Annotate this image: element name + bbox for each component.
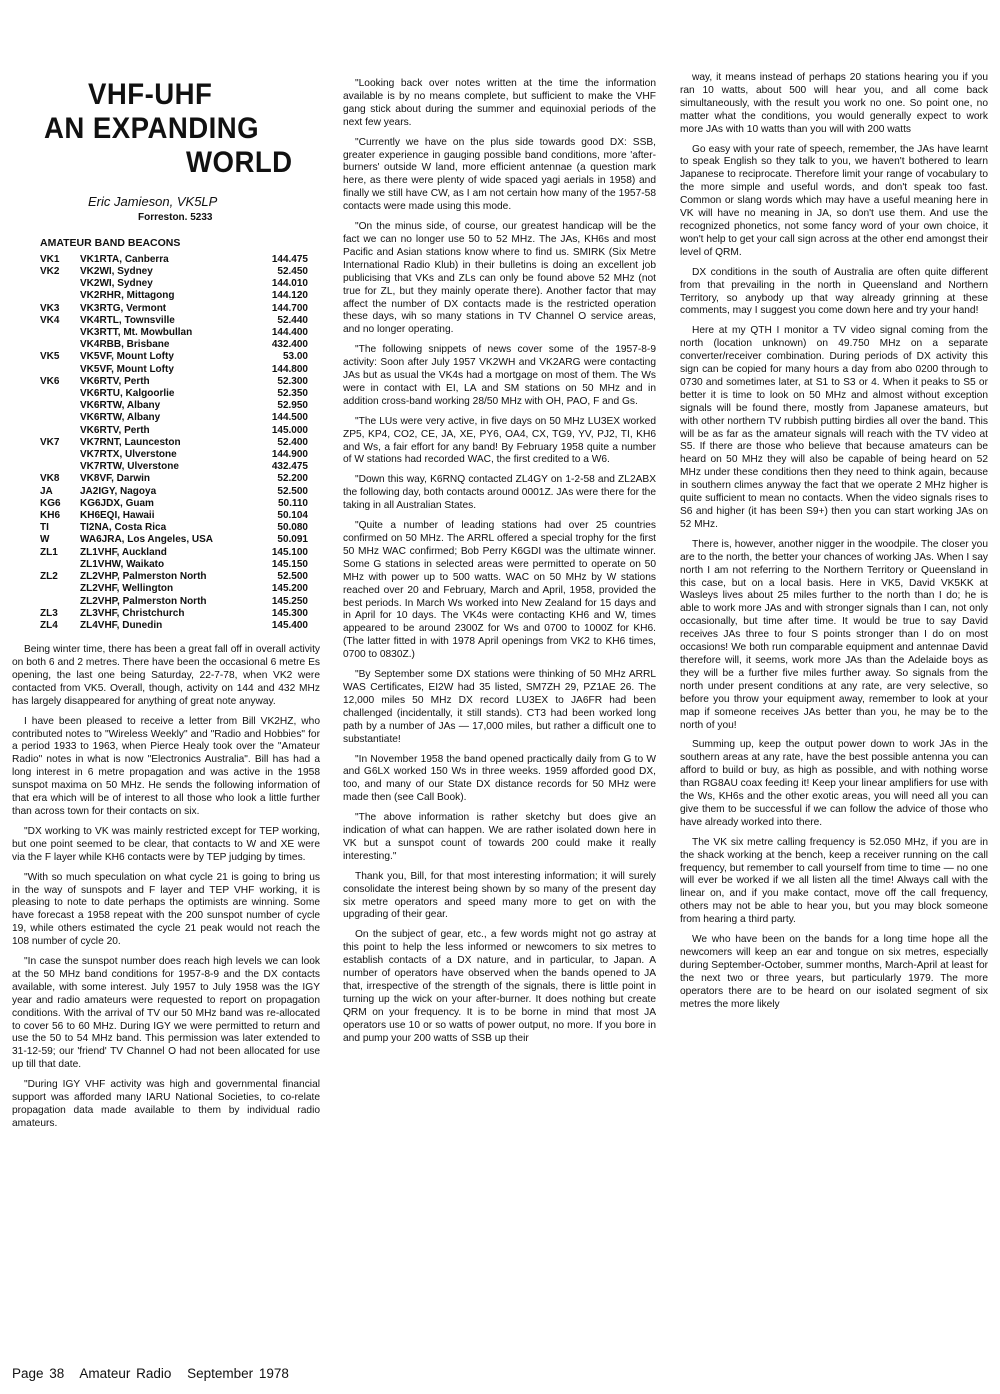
- beacon-station: JA2IGY, Nagoya: [80, 485, 157, 497]
- paragraph: "In case the sunspot number does reach high levels we can look at the 50 MHz band conditions for 1957-8-9 and the DX contacts available, with some interest. July 1957 to July 1958 was the IGY year and radio amateurs were requested to report on propagation conditions. With the arrival of TV our 50 MHz band was re-allocated to cover 56 to 60 MHz. During IGY we were permitted to return and use the 50 to 54 MHz band. This permission was later extended to 31-12-59; our 'friend' TV Channel O had not been allocated for use up till that date.: [12, 956, 320, 1071]
- beacon-station: VK5VF, Mount Lofty: [80, 351, 174, 363]
- beacon-row: [40, 534, 308, 546]
- beacon-frequency: 52.500: [277, 485, 308, 497]
- beacon-station: VK3RTG, Vermont: [80, 302, 167, 314]
- beacon-station: VK2WI, Sydney: [80, 278, 153, 290]
- paragraph: way, it means instead of perhaps 20 stations hearing you if you ran 10 watts, about 500 will hear you, and all come back simultaneously, with the result you work no one. So point one, no matter what the conditions, you would generally expect to work more JAs with 10 watts than you will with 200 watts: [680, 72, 988, 135]
- beacon-station: ZL3VHF, Christchurch: [80, 607, 185, 619]
- beacon-frequency: 432.475: [271, 461, 308, 473]
- beacon-district: [40, 278, 80, 290]
- paragraph: Go easy with your rate of speech, remember, the JAs have learnt to speak English so they talk to you, we haven't bothered to learn Japanese to reciprocate. Therefore limit your range of vocabulary to the more simple and useful words, and don't speak too fast. Common or slang words which may have a useful meaning here in VK will have no meaning in JA, so don't use them. And use the recognized phonetics, not some fancy word of your own choice, it won't help to get your call sign across at the other end amongst their level of QRM.: [680, 143, 988, 258]
- beacon-frequency: 145.000: [271, 424, 308, 436]
- paragraph: Here at my QTH I monitor a TV video signal coming from the north (location unknown) on 49.750 MHz on a separate converter/receiver combination. During periods of DX activity this sign can be copied for many hours a day from abo 0200 through to 0730 and sometimes later, at S1 to S3 or 4. When it peaks to S5 or better it is time to look on 50 MHz and almost without exception signals will be found there, mostly from Japanese amateurs, but with other northern TV rubbish putting birdies all over the band. This will be as far as the amateur signals will reach with the TV video at S5. If there are those who believe that because amateurs can be heard on 50 MHz they will also be capable of being heard on 52 MHz under these conditions then they need to think again, because in southern climes anyway the fact that we operate 2 MHz higher is quite sufficient to mean no contacts. When the video signals rises to S6 and higher (it has been S9+) then you can start working JAs on 52 MHz.: [680, 325, 988, 530]
- beacon-district: VK6: [40, 375, 60, 387]
- beacon-station: KH6EQI, Hawaii: [80, 510, 155, 522]
- beacon-row: [40, 596, 308, 608]
- paragraph: "Looking back over notes written at the time the information available is by no means complete, but sufficient to make the VHF gang stick about during the summer and equinoxial periods of the next few years.: [343, 78, 656, 128]
- beacon-station: ZL2VHP, Palmerston North: [80, 571, 207, 583]
- beacon-frequency: 50.091: [277, 534, 308, 546]
- beacon-district: VK8: [40, 473, 60, 485]
- column-3: [680, 72, 988, 1019]
- beacon-frequency: 52.950: [277, 400, 308, 412]
- beacon-row: [40, 449, 308, 461]
- beacon-station: VK8VF, Darwin: [80, 473, 151, 485]
- paragraph: "DX working to VK was mainly restricted except for TEP working, but one point seemed to be clear, that contacts to W and XE were via the F layer while KH6 contacts were by TEP judging by times.: [12, 825, 320, 863]
- paragraph: Summing up, keep the output power down to work JAs in the southern areas at any rate, have the best possible antenna you can afford to build or buy, as high as possible, and with nothing worse than RG8AU coax feeding it! Keep your linear amplifiers for use with the Ws, KH6s and the other exotic areas, you will need all you can give them to be successful if we can follow the advice of those who have already worked into there.: [680, 739, 988, 828]
- beacon-district: VK3: [40, 302, 60, 314]
- beacon-frequency: 145.200: [271, 583, 308, 595]
- beacon-station: WA6JRA, Los Angeles, USA: [80, 534, 213, 546]
- paragraph: There is, however, another nigger in the woodpile. The closer you are to the north, the better your chances of working JAs. When I say north I am not referring to the Northern Territory or Queensland in this case, but on a local basis. Here in VK5, David VK5KK at Wasleys lives about 25 miles further to the north than I do; he is able to work more JAs and with stronger signals than I can, not only occasionally, but time after time. It would be true to say David receives JAs three to four S points stronger than I do on most occasions! We both run comparable equipment and antennae David therefore will, it seems, work more JAs than the Adelaide boys as they will be a further five miles further away. So signals from the north under present conditions at any rate, are very selective, so before you throw your equipment away, remember to look at your map if someone receives JAs better than you, he may be to the north of you!: [680, 538, 988, 731]
- beacon-row: [40, 303, 308, 315]
- beacon-frequency: 52.400: [277, 436, 308, 448]
- beacon-row: [40, 559, 308, 571]
- beacon-row: [40, 473, 308, 485]
- paragraph: "The following snippets of news cover some of the 1957-8-9 activity: Soon after July 1957 VK2WH and VK2ARG were contacting JAs but as usual the VK4s had a mortgage on most of them. The Ws were in contact with EI, LA and SM stations on 50 MHz and in addition cross-band working 28/50 MHz with OH, PAO, F and Gs.: [343, 344, 656, 407]
- beacon-district: [40, 412, 80, 424]
- page-number: Page 38: [12, 1366, 65, 1381]
- paragraph: "Down this way, K6RNQ contacted ZL4GY on 1-2-58 and ZL2ABX the following day, both contacts around 0001Z. JAs were there for the taking in all Australian States.: [343, 474, 656, 512]
- beacon-row: [40, 425, 308, 437]
- beacon-station: ZL1VHW, Waikato: [80, 558, 165, 570]
- beacon-frequency: 52.450: [277, 266, 308, 278]
- beacon-station: ZL2VHP, Palmerston North: [80, 595, 207, 607]
- beacon-district: KG6: [40, 497, 61, 509]
- beacon-frequency: 432.400: [271, 339, 308, 351]
- beacon-frequency: 144.900: [271, 449, 308, 461]
- beacon-district: [40, 596, 80, 608]
- beacon-row: [40, 376, 308, 388]
- paragraph: "With so much speculation on what cycle 21 is going to bring us in the way of sunspots and F layer and TEP VHF working, it is pleasing to note to date perhaps the optimists are winning. Some have forecast a 1958 repeat with the 200 sunspot number of cycle 19, while others estimated the cycle 21 peak would not reach the 108 number of cycle 20.: [12, 871, 320, 948]
- beacon-station: VK7RTW, Ulverstone: [80, 461, 179, 473]
- beacon-frequency: 50.104: [277, 510, 308, 522]
- beacon-station: VK3RTT, Mt. Mowbullan: [80, 327, 193, 339]
- author-byline: Eric Jamieson, VK5LP: [88, 194, 218, 209]
- beacon-district: ZL4: [40, 619, 58, 631]
- beacon-row: [40, 266, 308, 278]
- beacon-district: [40, 339, 80, 351]
- beacon-district: [40, 327, 80, 339]
- beacon-district: ZL1: [40, 546, 58, 558]
- paragraph: "The above information is rather sketchy but does give an indication of what can happen. We are rather isolated down here in VK but a sunspot count of towards 200 could make it really interesting.": [343, 812, 656, 862]
- beacon-district: [40, 559, 80, 571]
- paragraph: "During IGY VHF activity was high and governmental financial support was afforded many IARU National Societies, to co-relate propagation data made available to them by individual radio amateurs.: [12, 1079, 320, 1129]
- column-1-body: [12, 644, 320, 1131]
- beacon-row: [40, 620, 308, 632]
- beacon-row: [40, 351, 308, 363]
- beacon-district: VK5: [40, 351, 60, 363]
- beacon-station: VK4RBB, Brisbane: [80, 339, 170, 351]
- paragraph: "The LUs were very active, in five days on 50 MHz LU3EX worked ZP5, KP4, CO2, CE, JA, XE, PY6, OA4, CX, TG9, YV, PJ2, TI, KH6 and Ws, a fair effort for any band! By February 1958 quite a number of W stations had recorded WAC, the first credited to a W6.: [343, 415, 656, 466]
- beacon-district: [40, 364, 80, 376]
- beacon-frequency: 52.300: [277, 375, 308, 387]
- beacon-frequency: 144.500: [271, 412, 308, 424]
- beacon-frequency: 52.350: [277, 388, 308, 400]
- beacon-district: [40, 425, 80, 437]
- author-location: Forreston. 5233: [138, 212, 213, 223]
- beacon-row: [40, 339, 308, 351]
- beacon-station: KG6JDX, Guam: [80, 497, 154, 509]
- beacon-frequency: 52.500: [277, 571, 308, 583]
- beacon-row: [40, 547, 308, 559]
- title-line-3: WORLD: [186, 146, 293, 179]
- beacon-row: [40, 290, 308, 302]
- beacon-frequency: 52.200: [277, 473, 308, 485]
- beacon-station: VK6RTW, Albany: [80, 400, 161, 412]
- beacon-frequency: 144.700: [271, 302, 308, 314]
- paragraph: "Currently we have on the plus side towards good DX: SSB, greater experience in gauging possible band conditions, more 'after-burners' outside W land, more efficient antennae (a question mark here, as there were plenty of wide spaced yagi aerials in 1958) and finally we still have CW, as I am not certain how many of the 1957-58 contacts were made using this mode.: [343, 136, 656, 213]
- beacon-row: [40, 461, 308, 473]
- beacon-station: TI2NA, Costa Rica: [80, 522, 167, 534]
- beacon-row: [40, 315, 308, 327]
- beacon-station: ZL2VHF, Wellington: [80, 583, 174, 595]
- beacon-district: VK4: [40, 314, 60, 326]
- beacon-row: [40, 510, 308, 522]
- paragraph: "On the minus side, of course, our greatest handicap will be the fact we can no longer use 50 to 52 MHz. The JAs, KH6s and most Pacific and Asian stations know where to find us. SMIRK (Six Metre International Radio Klub) in their bulletins is doing an excellent job publicising that VKs and ZLs can only be found above 52 MHz (not true for ZL, but they mainly operate there). Another factor that may affect the number of DX contacts made is the restricted operation these days, wih so many stations in TV Channel O service areas, and no longer operating.: [343, 221, 656, 336]
- beacon-row: [40, 278, 308, 290]
- column-1: [12, 78, 320, 1138]
- beacon-station: VK6RTV, Perth: [80, 375, 150, 387]
- beacon-frequency: 52.440: [277, 314, 308, 326]
- beacon-row: [40, 412, 308, 424]
- paragraph: DX conditions in the south of Australia are often quite different from that prevailing in the north in Queensland and Northern Territory, so anybody up that way already grinning at these comments, may I suggest you come down here and try your hand!: [680, 266, 988, 317]
- beacon-row: [40, 400, 308, 412]
- beacon-station: VK1RTA, Canberra: [80, 253, 169, 265]
- beacon-district: W: [40, 534, 50, 546]
- beacon-table: [40, 237, 308, 632]
- paragraph: "Quite a number of leading stations had over 25 countries confirmed on 50 MHz. The ARRL offered a special trophy for the first 50 MHz WAC confirmed; Bob Perry K6GDI was the ultimate winner. Some G stations in selected areas were permitted to operate on 50 MHz with power up to 500 watts. WAC on 50 MHz by W stations reached over 20 and February, March and April, 1958, provided the best periods. In March Ws worked into New Zealand for 15 days and in April for 10 days. The VK4s were contacting KH6 and W, times appeared to be around 2300Z for Ws and 0700 to 1000Z for KH6. (The latter fitted in with 1978 April openings from VK2 to KH6 times, 0700 to 0830Z.): [343, 520, 656, 661]
- beacon-station: VK2RHR, Mittagong: [80, 290, 175, 302]
- beacon-frequency: 145.400: [271, 619, 308, 631]
- beacon-district: VK2: [40, 266, 60, 278]
- paragraph: "In November 1958 the band opened practically daily from G to W and G6LX worked 150 Ws in three weeks. 1959 afforded good DX, too, and many of our State DX distance records for 50 MHz were made then (see Call Book).: [343, 753, 656, 804]
- beacon-district: JA: [40, 485, 53, 497]
- beacon-frequency: 145.250: [271, 595, 308, 607]
- beacon-district: TI: [40, 522, 49, 534]
- beacon-district: [40, 449, 80, 461]
- column-2: [343, 78, 656, 1053]
- beacon-row: [40, 437, 308, 449]
- beacon-table-heading: AMATEUR BAND BEACONS: [40, 236, 181, 249]
- beacon-district: [40, 461, 80, 473]
- article-title: [40, 78, 308, 180]
- page-footer: [12, 1366, 299, 1382]
- issue-date: September 1978: [187, 1366, 289, 1381]
- beacon-frequency: 145.100: [271, 546, 308, 558]
- beacon-station: VK4RTL, Townsville: [80, 314, 175, 326]
- beacon-station: VK7RNT, Launceston: [80, 436, 181, 448]
- beacon-district: ZL3: [40, 607, 58, 619]
- beacon-station: VK2WI, Sydney: [80, 266, 153, 278]
- beacon-district: [40, 583, 80, 595]
- beacon-row: [40, 522, 308, 534]
- paragraph: The VK six metre calling frequency is 52.050 MHz, if you are in the shack working at the bench, keep a receiver running on the call frequency, but remember to call yourself from time to time — no one will ever be worked if we all listen all the time! Always call with the linear on, and if you make contact, move off the call frequency, others may not be able to hear you, but you may block someone from hearing a third party.: [680, 836, 988, 926]
- beacon-row: [40, 571, 308, 583]
- beacon-station: ZL4VHF, Dunedin: [80, 619, 163, 631]
- beacon-district: VK1: [40, 253, 60, 265]
- beacon-frequency: 145.300: [271, 607, 308, 619]
- beacon-district: [40, 388, 80, 400]
- beacon-row: [40, 388, 308, 400]
- beacon-row: [40, 364, 308, 376]
- beacon-rows: [40, 254, 308, 632]
- beacon-station: VK6RTW, Albany: [80, 412, 161, 424]
- beacon-station: VK7RTX, Ulverstone: [80, 449, 177, 461]
- beacon-row: [40, 583, 308, 595]
- beacon-station: VK6RTU, Kalgoorlie: [80, 388, 175, 400]
- beacon-row: [40, 608, 308, 620]
- beacon-row: [40, 254, 308, 266]
- beacon-district: [40, 290, 80, 302]
- beacon-station: VK5VF, Mount Lofty: [80, 363, 174, 375]
- beacon-frequency: 144.400: [271, 327, 308, 339]
- beacon-district: [40, 400, 80, 412]
- beacon-station: VK6RTV, Perth: [80, 424, 150, 436]
- beacon-frequency: 144.475: [271, 253, 308, 265]
- beacon-row: [40, 498, 308, 510]
- beacon-frequency: 50.110: [277, 497, 308, 509]
- beacon-row: [40, 327, 308, 339]
- title-line-2: AN EXPANDING: [44, 112, 260, 145]
- paragraph: We who have been on the bands for a long time hope all the newcomers will keep an ear and tongue on six metres, especially during September-October, summer months, March-April at least for the next two or three years, but particularly 1979. The more operators there are to be heard on our isolated segment of six metres the more likely: [680, 934, 988, 1010]
- paragraph: Thank you, Bill, for that most interesting information; it will surely consolidate the interest being shown by so many of the present day six metre operators and speed many more to get on with the upgrading of their gear.: [343, 870, 656, 921]
- beacon-frequency: 53.00: [282, 351, 308, 363]
- beacon-district: KH6: [40, 510, 61, 522]
- paragraph: I have been pleased to receive a letter from Bill VK2HZ, who contributed notes to "Wireless Weekly" and "Radio and Hobbies" for a period 1933 to 1963, when Pierce Healy took over the "Amateur Radio" notes in what is now "Electronics Australia". Bill has had a long interest in 6 metre propagation and was active in the 1958 sunspot maxima on 50 MHz. He sends the following information of that era which will be of interest to all those who look a little further than across town for their contacts on six.: [12, 715, 320, 817]
- paragraph: On the subject of gear, etc., a few words might not go astray at this point to help the less informed or newcomers to six metres to establish contacts of a DX nature, and in particular, to Japan. A number of operators have observed when the bands opened to JA that, irrespective of the strength of the signals, there is little point in turning up the wick on your after-burner. It does nothing but create QRM on your frequency. It is to be borne in mind that most JA operators use 10 or so watts of power output, no more. If you bore in and pump your 200 watts of SSB up their: [343, 929, 656, 1044]
- beacon-frequency: 144.010: [271, 278, 308, 290]
- beacon-frequency: 50.080: [277, 522, 308, 534]
- paragraph: "By September some DX stations were thinking of 50 MHz ARRL WAS Certificates, EI2W had 35 listed, SM7ZH 29, PZ1AE 26. The 12,000 miles 50 MHz DX record LU3EX to JA6FR had been challenged (incidentally, it still stands). CT3 had been worked long path by a number of JAs — 17,000 miles, but rather a difficult one to substantiate!: [343, 669, 656, 745]
- title-line-1: VHF-UHF: [88, 78, 213, 111]
- paragraph: Being winter time, there has been a great fall off in overall activity on both 6 and 2 metres. There have been the occasional 6 metre Es opening, the last one being Saturday, 22-7-78, when VK2 were contacted from VK5. Overall, though, activity on 144 and 432 MHz has largely disappeared for anything of great note anyway.: [12, 644, 320, 707]
- beacon-district: VK7: [40, 436, 60, 448]
- beacon-frequency: 144.120: [271, 290, 308, 302]
- beacon-frequency: 144.800: [271, 363, 308, 375]
- beacon-district: ZL2: [40, 571, 58, 583]
- magazine-name: Amateur Radio: [79, 1366, 172, 1381]
- beacon-frequency: 145.150: [271, 558, 308, 570]
- beacon-station: ZL1VHF, Auckland: [80, 546, 167, 558]
- beacon-row: [40, 486, 308, 498]
